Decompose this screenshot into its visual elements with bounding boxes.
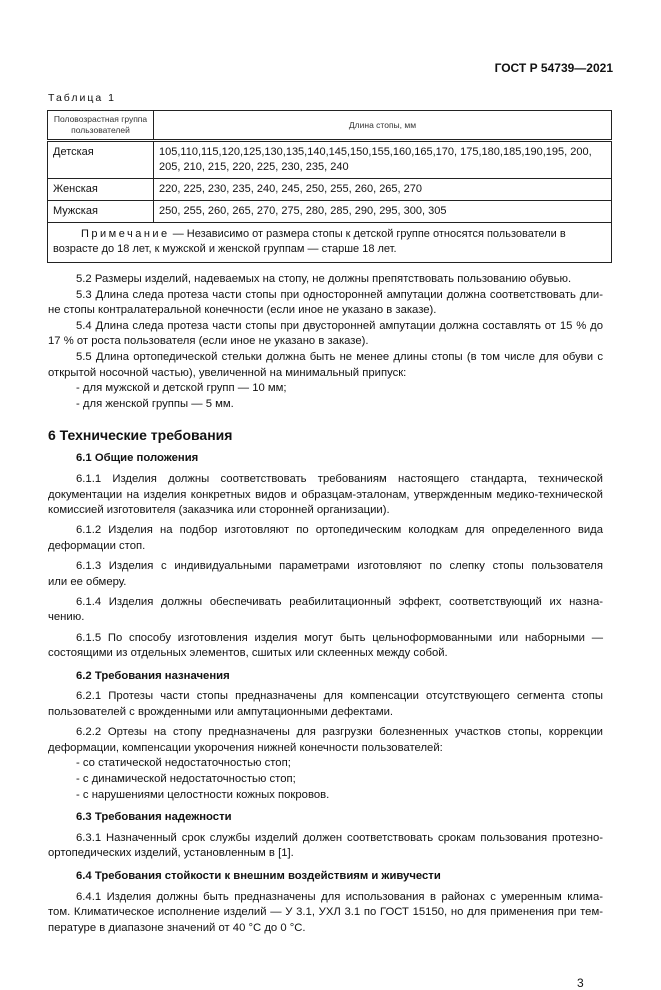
paragraph bbox=[48, 272, 603, 288]
paragraph bbox=[48, 523, 603, 554]
paragraph-line: 5.2 Размеры изделий, надеваемых на стопу, не должны препятствовать пользованию обувью. bbox=[76, 273, 572, 285]
paragraph-line: 6.1.3 Изделия с индивидуальными параметрами изготовляют по слепку стопы пользователя bbox=[76, 560, 603, 573]
paragraph-line: не стопы контралатеральной конечности (если иное не указано в заказе). bbox=[48, 304, 437, 317]
length-cell: 250, 255, 260, 265, 270, 275, 280, 285, 290, 295, 300, 305 bbox=[154, 201, 612, 223]
note-label: Примечание bbox=[81, 228, 170, 240]
paragraph bbox=[48, 595, 603, 626]
section-5-paragraphs bbox=[48, 272, 603, 381]
paragraph-line: 6.1.4 Изделия должны обеспечивать реабилитационный эффект, соответствующий их назна- bbox=[76, 595, 603, 608]
paragraph-line: 6.1.1 Изделия должны соответствовать требованиям настоящего стандарта, технической bbox=[76, 472, 603, 485]
paragraph bbox=[48, 350, 603, 381]
list-item: - для женской группы — 5 мм. bbox=[76, 397, 234, 410]
section-5-list bbox=[48, 381, 603, 412]
paragraph-line: состоящими из отдельных элементов, сшитых или склеенных между собой. bbox=[48, 647, 448, 660]
document-body bbox=[48, 272, 603, 936]
length-cell bbox=[154, 141, 612, 179]
paragraph-line: 5.4 Длина следа протеза части стопы при двусторонней ампутации должна составлять от 15 % до bbox=[76, 319, 603, 332]
paragraph-line: или ее обмеру. bbox=[48, 575, 127, 588]
paragraph bbox=[48, 288, 603, 319]
paragraph-line: 6.2.2 Ортезы на стопу предназначены для разгрузки болезненных участков стопы, коррекции bbox=[76, 726, 603, 739]
paragraph-line: пользователей с врожденными или ампутационными дефектами. bbox=[48, 706, 394, 719]
paragraph-line: 17 % от роста пользователя (если иное не указано в заказе). bbox=[48, 335, 369, 348]
paragraph bbox=[48, 725, 603, 756]
paragraph-line: ортопедических изделий, установленным в [1]. bbox=[48, 847, 294, 860]
subsection-6-3-title: 6.3 Требования надежности bbox=[76, 811, 232, 824]
paragraph-line: деформации, компенсации укорочения нижней конечности пользователей: bbox=[48, 741, 443, 754]
paragraph-line: чению. bbox=[48, 611, 85, 624]
paragraph bbox=[48, 472, 603, 519]
table-caption: Таблица 1 bbox=[48, 92, 116, 104]
table-note bbox=[48, 223, 612, 263]
group-cell: Детская bbox=[48, 141, 154, 179]
paragraph bbox=[48, 559, 603, 590]
list-item: - для мужской и детской групп — 10 мм; bbox=[76, 382, 287, 395]
group-cell: Женская bbox=[48, 179, 154, 201]
subsection-6-2-title: 6.2 Требования назначения bbox=[76, 669, 230, 682]
paragraph bbox=[48, 631, 603, 662]
list-item: - с нарушениями целостности кожных покровов. bbox=[76, 788, 330, 801]
subsection-6-2 bbox=[48, 689, 603, 756]
page-content bbox=[47, 90, 612, 990]
paragraph bbox=[48, 319, 603, 350]
paragraph bbox=[48, 689, 603, 720]
table-header-row bbox=[48, 111, 612, 141]
paragraph-line: 6.1.2 Изделия на подбор изготовляют по ортопедическим колодкам для определенного вида bbox=[76, 524, 603, 537]
paragraph-line: документации на изделия конкретных видов и образцам-эталонам, утвержденным медико-технической bbox=[48, 488, 603, 501]
section-6-title: 6 Технические требования bbox=[48, 427, 233, 444]
paragraph-line: том. Климатическое исполнение изделий — У 3.1, УХЛ 3.1 по ГОСТ 15150, но для применения при тем- bbox=[48, 906, 603, 919]
paragraph bbox=[48, 831, 603, 862]
length-cell: 220, 225, 230, 235, 240, 245, 250, 255, 260, 265, 270 bbox=[154, 179, 612, 201]
paragraph bbox=[48, 890, 603, 937]
group-cell: Мужская bbox=[48, 201, 154, 223]
subsection-6-1 bbox=[48, 472, 603, 662]
paragraph-line: открытой носочной частью), увеличенной на минимальный припуск: bbox=[48, 366, 407, 379]
paragraph-line: 5.5 Длина ортопедической стельки должна быть не менее длины стопы (в том числе для обуви с bbox=[76, 350, 603, 363]
table-note-row bbox=[48, 223, 612, 263]
paragraph-line: 5.3 Длина следа протеза части стопы при односторонней ампутации должна соответствовать дли- bbox=[76, 288, 603, 301]
paragraph-line: 6.3.1 Назначенный срок службы изделий должен соответствовать срокам пользования протезно- bbox=[76, 831, 603, 844]
list-item: - со статической недостаточностью стоп; bbox=[76, 757, 291, 770]
document-id: ГОСТ Р 54739—2021 bbox=[494, 61, 613, 75]
paragraph-line: деформации стоп. bbox=[48, 539, 146, 552]
paragraph-line: 6.4.1 Изделия должны быть предназначены для использования в районах с умеренным клима- bbox=[76, 890, 603, 903]
note-text: — Независимо от размера стопы к детской группе относятся пользователи в возрасте до 18 лет, к мужской и женской группам — старше 18 лет. bbox=[53, 228, 566, 255]
column-header-length: Длина стопы, мм bbox=[154, 111, 612, 141]
table-row bbox=[48, 179, 612, 201]
subsection-6-4 bbox=[48, 890, 603, 937]
table-row bbox=[48, 201, 612, 223]
list-item: - с динамической недостаточностью стоп; bbox=[76, 773, 296, 785]
foot-length-table bbox=[47, 110, 612, 263]
table-row bbox=[48, 141, 612, 179]
paragraph-line: комиссией изготовителя (заказчика или сторонней организации). bbox=[48, 504, 390, 517]
subsection-6-1-title: 6.1 Общие положения bbox=[76, 452, 199, 465]
column-header-group: Половозрастная группа пользователей bbox=[48, 111, 154, 141]
subsection-6-3 bbox=[48, 831, 603, 862]
paragraph-line: 6.1.5 По способу изготовления изделия могут быть цельноформованными или наборными — bbox=[76, 631, 603, 644]
page-number: 3 bbox=[577, 976, 584, 990]
subsection-6-2-list bbox=[48, 756, 603, 803]
paragraph-line: пературе в диапазоне значений от 40 °С до 0 °С. bbox=[48, 921, 306, 934]
paragraph-line: 6.2.1 Протезы части стопы предназначены для компенсации отсутствующего сегмента стопы bbox=[76, 690, 603, 703]
cell-line: 205, 210, 215, 220, 225, 230, 235, 240 bbox=[159, 161, 349, 173]
subsection-6-4-title: 6.4 Требования стойкости к внешним воздействиям и живучести bbox=[76, 869, 441, 882]
cell-line: 105,110,115,120,125,130,135,140,145,150,155,160,165,170, 175,180,185,190,195, 200, bbox=[159, 146, 592, 158]
